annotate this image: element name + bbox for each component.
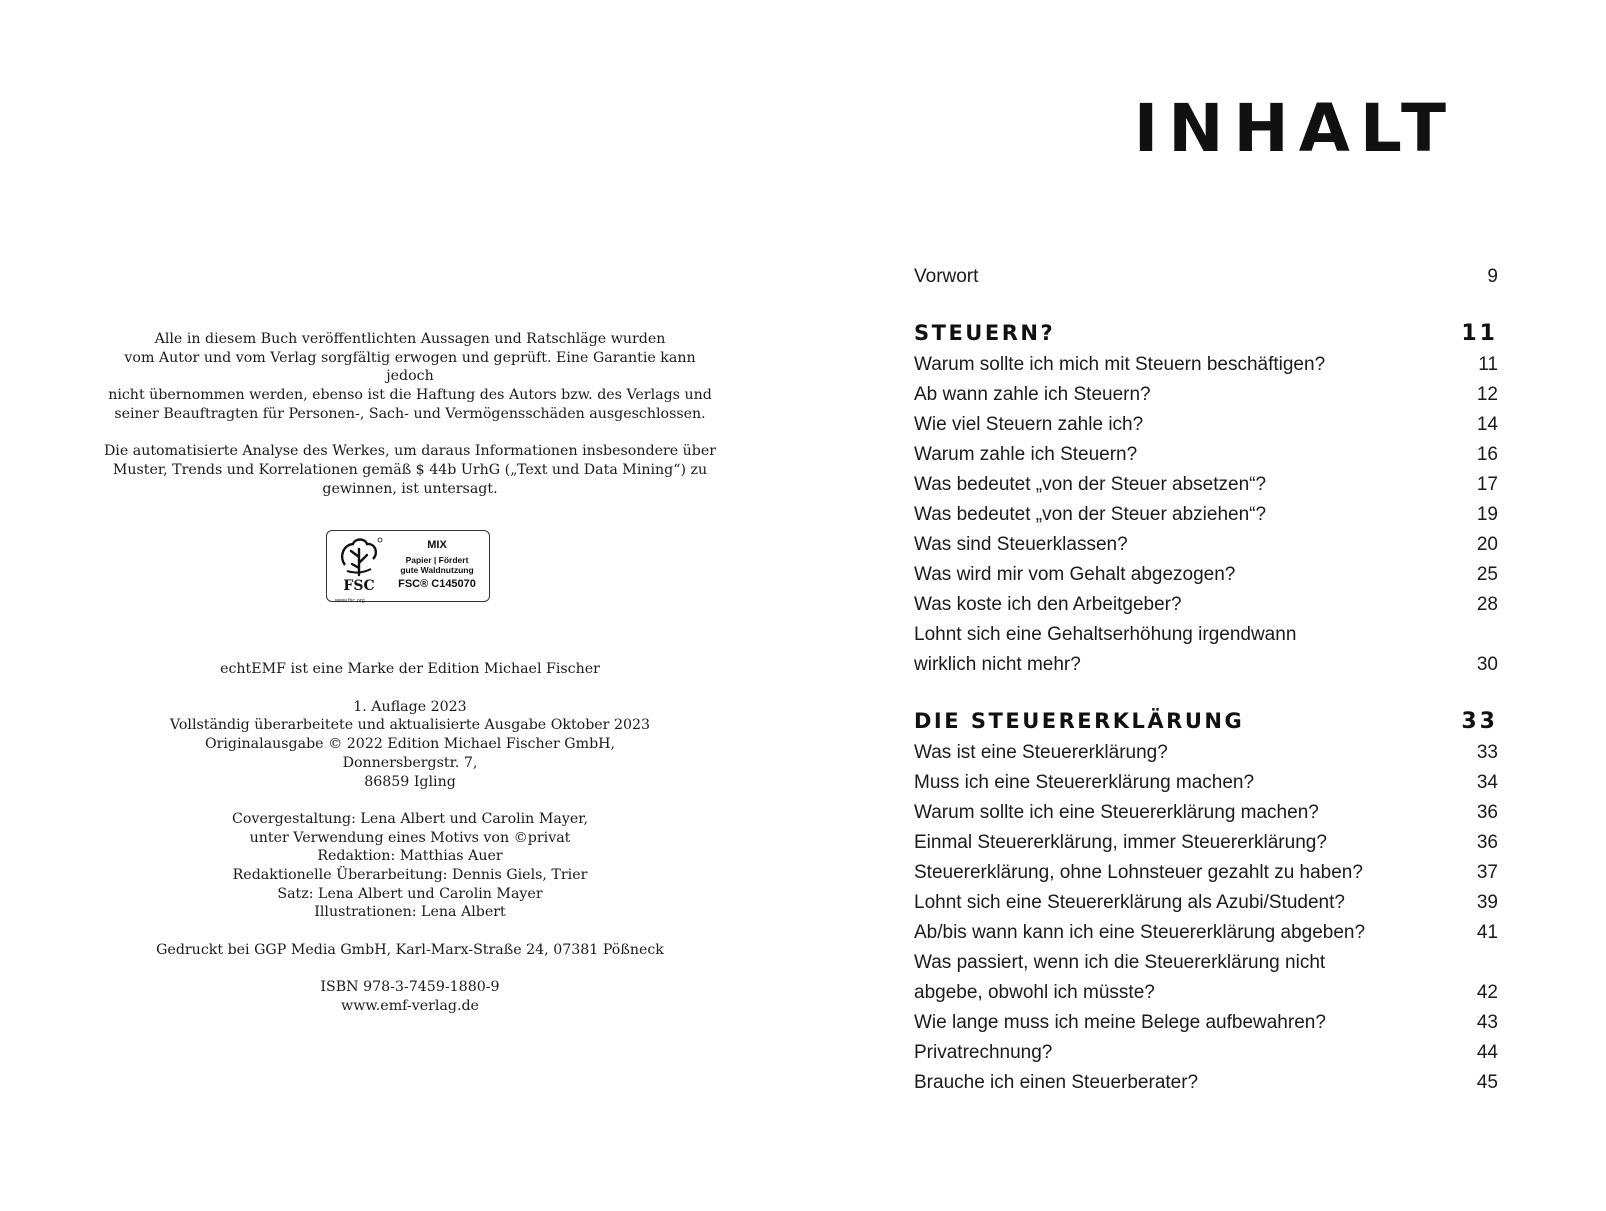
toc-entry [914,858,1498,888]
section-title: DIE STEUERERKLÄRUNG [914,709,1245,733]
toc-entry-title: Wie viel Steuern zahle ich? [914,414,1144,435]
toc-entry [914,500,1498,530]
credits-line: unter Verwendung eines Motivs von ©privat [249,829,571,846]
edition-line: 86859 Igling [364,773,456,790]
toc-entry [914,738,1498,768]
brand-line: echtEMF ist eine Marke der Edition Michael Fischer [220,661,600,678]
fsc-url: www.fsc.org [335,598,365,605]
toc-entry-title: Ab wann zahle ich Steuern? [914,384,1151,405]
toc-entry [914,380,1498,410]
toc-entry-title: Ab/bis wann kann ich eine Steuererklärung abgeben? [914,922,1366,943]
printer-line: Gedruckt bei GGP Media GmbH, Karl-Marx-Straße 24, 07381 Pößneck [156,941,664,958]
toc-entry-title: Was ist eine Steuererklärung? [914,742,1168,763]
website-link: www.emf-verlag.de [341,997,479,1014]
toc-entry [914,470,1498,500]
toc-entry-continuation [914,650,1498,680]
toc-entry [914,560,1498,590]
toc-entry-page: 37 [1476,862,1498,883]
svg-text:FSC: FSC [343,578,375,595]
toc-entry-page: 45 [1476,1072,1498,1093]
toc-entry-title: Warum sollte ich mich mit Steuern beschäftigen? [914,354,1326,375]
toc-section-heading [914,704,1498,738]
toc-entry-page: 42 [1476,982,1498,1003]
toc-entry-title: Steuererklärung, ohne Lohnsteuer gezahlt zu haben? [914,862,1363,883]
credits-line: Illustrationen: Lena Albert [314,904,506,921]
toc-entry-title: Wie lange muss ich meine Belege aufbewahren? [914,1012,1326,1033]
credits-line: Covergestaltung: Lena Albert und Carolin Mayer, [232,810,588,827]
toc-entry-title: Was wird mir vom Gehalt abgezogen? [914,564,1236,585]
edition-line: Originalausgabe © 2022 Edition Michael Fischer GmbH, [204,736,616,753]
toc-entry-page: 16 [1476,444,1498,465]
toc-entry-page: 34 [1476,772,1498,793]
toc-entry-page: 12 [1476,384,1498,405]
toc-entry-title: Privatrechnung? [914,1042,1053,1063]
fsc-logo [326,530,490,605]
toc-entry-title: Was passiert, wenn ich die Steuererklärung nicht [914,952,1326,973]
toc-entry-page: 20 [1476,534,1498,555]
toc-entry-title: Warum zahle ich Steuern? [914,444,1138,465]
fsc-code: FSC® C145070 [398,578,476,591]
toc-entry-page: 9 [1487,266,1498,287]
fsc-tree-icon [333,535,385,597]
toc-entry-page: 30 [1476,654,1498,675]
toc-entry [914,530,1498,560]
tdm-notice-line: gewinnen, ist untersagt. [322,480,498,497]
toc-entry [914,828,1498,858]
toc-entry [914,440,1498,470]
toc-entry [914,798,1498,828]
disclaimer-line: nicht übernommen werden, ebenso ist die Haftung des Autors bzw. des Verlags und [108,387,712,404]
toc-entry-title: Was bedeutet „von der Steuer absetzen“? [914,474,1267,495]
toc-entry [914,590,1498,620]
credits-line: Redaktionelle Überarbeitung: Dennis Giels, Trier [232,867,588,884]
section-page: 11 [1461,321,1498,346]
toc-entry-page: 17 [1476,474,1498,495]
toc-entry-wrapped [914,620,1498,650]
credits-line: Redaktion: Matthias Auer [317,848,503,865]
toc-entry [914,350,1498,380]
disclaimer-line: Alle in diesem Buch veröffentlichten Aussagen und Ratschläge wurden [154,331,666,347]
disclaimer-line: vom Autor und vom Verlag sorgfältig erwogen und geprüft. Eine Garantie kann jedoch [124,349,696,385]
edition-line: Donnersbergstr. 7, [342,754,478,771]
toc-entry-title: Warum sollte ich eine Steuererklärung machen? [914,802,1319,823]
toc-entry [914,1008,1498,1038]
section-page: 33 [1461,709,1498,734]
edition-line: 1. Auflage 2023 [353,698,467,715]
imprint-page [100,330,720,1016]
isbn: ISBN 978-3-7459-1880-9 [320,979,500,996]
table-of-contents [914,262,1498,1098]
fsc-line-2: gute Waldnutzung [400,565,474,576]
toc-entry-title: Was sind Steuerklassen? [914,534,1128,555]
toc-entry-continuation [914,978,1498,1008]
toc-entry-title: Vorwort [914,266,979,287]
toc-entry-title-cont: wirklich nicht mehr? [914,654,1081,675]
toc-entry-title-cont: abgebe, obwohl ich müsste? [914,982,1155,1003]
section-title: STEUERN? [914,321,1056,345]
toc-entry-page: 36 [1476,802,1498,823]
fsc-line-1: Papier | Fördert [405,555,469,566]
toc-entry [914,918,1498,948]
toc-entry-page: 33 [1476,742,1498,763]
toc-entry [914,768,1498,798]
toc-entry-title: Was bedeutet „von der Steuer abziehen“? [914,504,1267,525]
toc-section-heading [914,316,1498,350]
toc-entry [914,1038,1498,1068]
toc-entry-page: 36 [1476,832,1498,853]
toc-entry [914,1068,1498,1098]
toc-entry-title: Lohnt sich eine Gehaltserhöhung irgendwann [914,624,1297,645]
toc-entry-title: Lohnt sich eine Steuererklärung als Azubi/Student? [914,892,1345,913]
toc-entry-wrapped [914,948,1498,978]
toc-entry-page: 25 [1476,564,1498,585]
credits-line: Satz: Lena Albert und Carolin Mayer [277,885,543,902]
toc-entry-page: 19 [1476,504,1498,525]
toc-entry-page: 28 [1476,594,1498,615]
toc-entry-title: Brauche ich einen Steuerberater? [914,1072,1199,1093]
toc-entry-preface [914,262,1498,292]
edition-line: Vollständig überarbeitete und aktualisierte Ausgabe Oktober 2023 [169,717,651,734]
toc-entry-page: 43 [1476,1012,1498,1033]
toc-entry-title: Was koste ich den Arbeitgeber? [914,594,1182,615]
fsc-mix: MIX [427,539,447,552]
toc-entry [914,888,1498,918]
toc-entry-page: 39 [1476,892,1498,913]
disclaimer-line: seiner Beauftragten für Personen-, Sach- und Vermögensschäden ausgeschlossen. [114,405,706,422]
toc-entry-title: Muss ich eine Steuererklärung machen? [914,772,1255,793]
toc-entry-page: 14 [1476,414,1498,435]
toc-entry-page: 41 [1476,922,1498,943]
toc-entry-page: 11 [1478,354,1498,375]
tdm-notice-line: Die automatisierte Analyse des Werkes, um daraus Informationen insbesondere über [103,443,717,460]
tdm-notice-line: Muster, Trends und Korrelationen gemäß $ 44b UrhG („Text und Data Mining“) zu [112,461,708,478]
toc-entry [914,410,1498,440]
page-title: INHALT [1133,90,1456,167]
toc-entry-page: 44 [1476,1042,1498,1063]
toc-entry-title: Einmal Steuererklärung, immer Steuererklärung? [914,832,1327,853]
